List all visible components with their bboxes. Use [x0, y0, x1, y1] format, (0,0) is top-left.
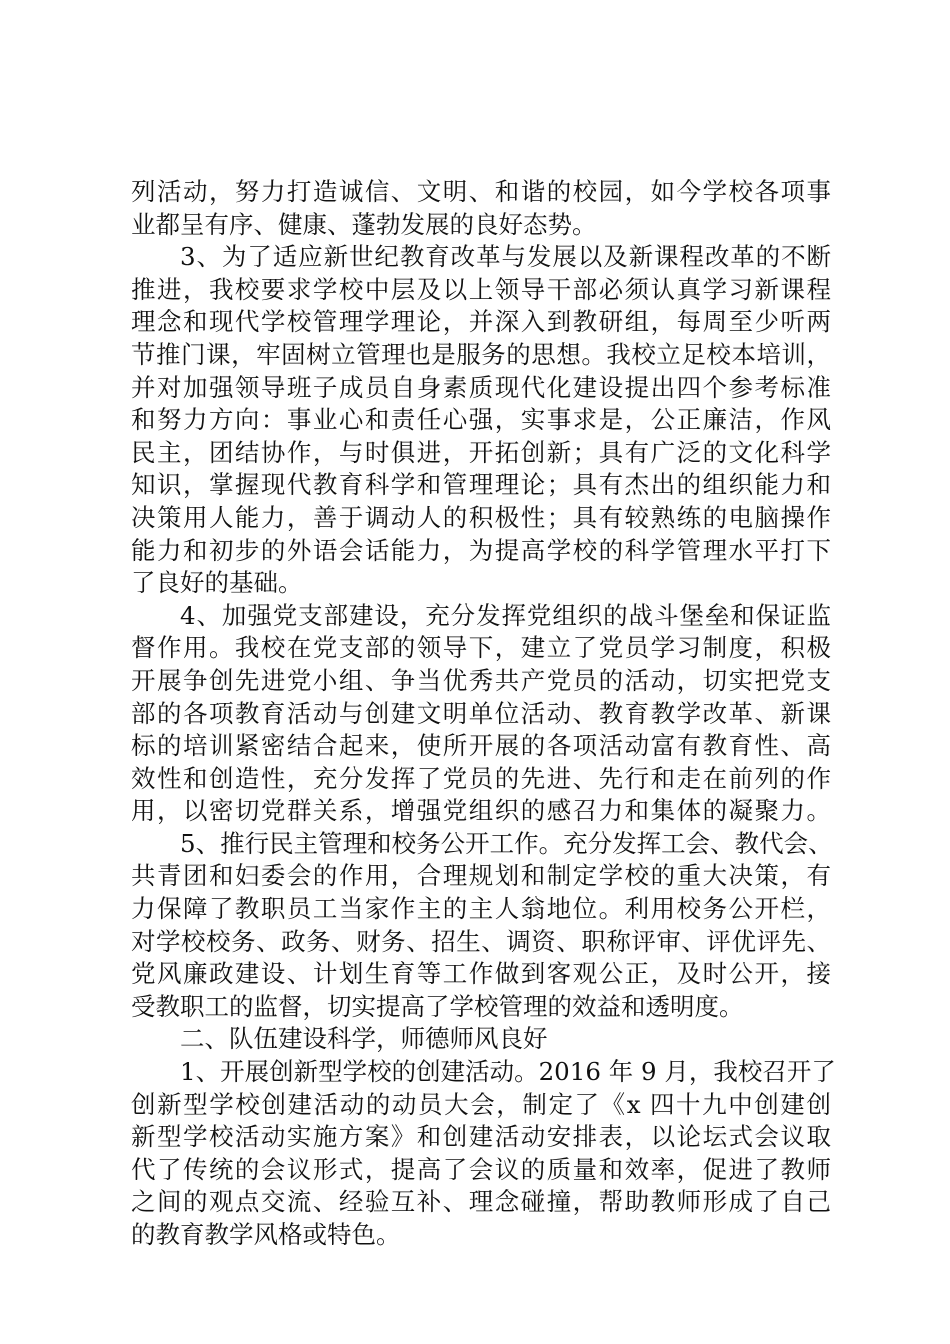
text-line: 力保障了教职员工当家作主的主人翁地位。利用校务公开栏，	[131, 894, 831, 924]
text-line: 能力和初步的外语会话能力，为提高学校的科学管理水平打下	[131, 535, 831, 565]
text-line: 3、为了适应新世纪教育改革与发展以及新课程改革的不断	[180, 242, 831, 272]
text-line: 知识，掌握现代教育科学和管理理论；具有杰出的组织能力和	[131, 470, 831, 500]
text-line: 二、队伍建设科学，师德师风良好	[180, 1024, 548, 1054]
text-line: 的教育教学风格或特色。	[131, 1220, 401, 1249]
text-line: 部的各项教育活动与创建文明单位活动、教育教学改革、新课	[131, 698, 831, 728]
text-line: 和努力方向：事业心和责任心强，实事求是，公正廉洁，作风	[131, 405, 831, 435]
text-line: 共青团和妇委会的作用，合理规划和制定学校的重大决策，有	[131, 861, 831, 891]
text-line: 开展争创先进党小组、争当优秀共产党员的活动，切实把党支	[131, 665, 831, 695]
text-line: 列活动，努力打造诚信、文明、和谐的校园，如今学校各项事	[131, 177, 831, 206]
text-line: 并对加强领导班子成员自身素质现代化建设提出四个参考标准	[131, 372, 831, 402]
text-line: 督作用。我校在党支部的领导下，建立了党员学习制度，积极	[131, 633, 831, 663]
text-line: 4、加强党支部建设，充分发挥党组织的战斗堡垒和保证监	[180, 600, 831, 630]
text-line: 代了传统的会议形式，提高了会议的质量和效率，促进了教师	[131, 1154, 831, 1184]
text-line: 新型学校活动实施方案》和创建活动安排表，以论坛式会议取	[131, 1122, 831, 1152]
text-line: 5、推行民主管理和校务公开工作。充分发挥工会、教代会、	[180, 828, 833, 858]
text-line: 节推门课，牢固树立管理也是服务的思想。我校立足校本培训，	[131, 339, 831, 369]
text-line: 党风廉政建设、计划生育等工作做到客观公正，及时公开，接	[131, 959, 831, 989]
text-line: 之间的观点交流、经验互补、理念碰撞，帮助教师形成了自己	[131, 1187, 831, 1217]
text-line: 了良好的基础。	[131, 568, 303, 598]
text-line: 理念和现代学校管理学理论，并深入到教研组，每周至少听两	[131, 307, 831, 337]
text-line: 标的培训紧密结合起来，使所开展的各项活动富有教育性、高	[131, 731, 831, 761]
text-line: 对学校校务、政务、财务、招生、调资、职称评审、评优评先、	[131, 926, 831, 956]
text-line: 1、开展创新型学校的创建活动。2016 年 9 月，我校召开了	[180, 1057, 836, 1087]
text-line: 决策用人能力，善于调动人的积极性；具有较熟练的电脑操作	[131, 502, 831, 532]
text-line: 创新型学校创建活动的动员大会，制定了《x 四十九中创建创	[131, 1089, 831, 1119]
text-line: 民主，团结协作，与时俱进，开拓创新；具有广泛的文化科学	[131, 437, 831, 467]
text-line: 受教职工的监督，切实提高了学校管理的效益和透明度。	[131, 991, 744, 1021]
text-line: 效性和创造性，充分发挥了党员的先进、先行和走在前列的作	[131, 763, 831, 793]
text-line: 业都呈有序、健康、蓬勃发展的良好态势。	[131, 209, 597, 239]
document-body	[131, 176, 836, 1252]
text-line: 用，以密切党群关系，增强党组织的感召力和集体的凝聚力。	[131, 796, 831, 826]
text-line: 推进，我校要求学校中层及以上领导干部必须认真学习新课程	[131, 274, 831, 304]
